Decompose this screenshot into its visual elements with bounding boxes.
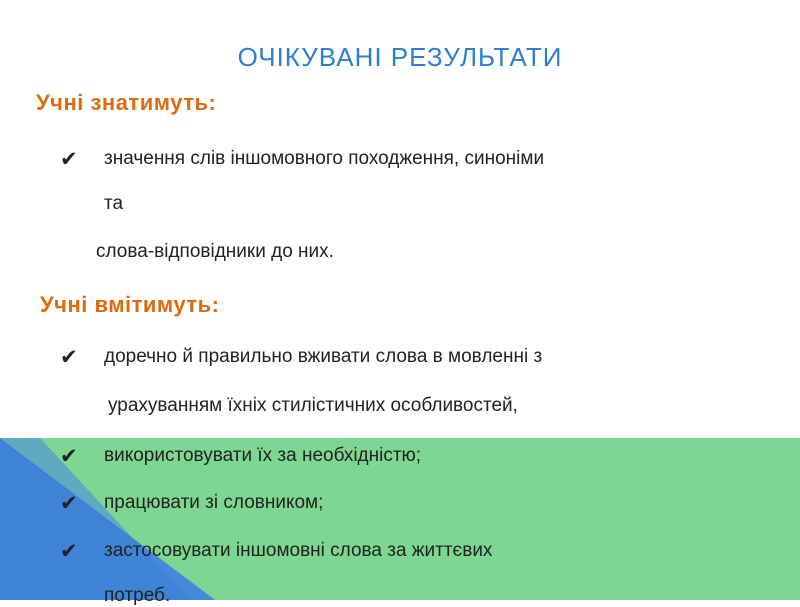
able-item-2: використовувати їх за необхідністю; xyxy=(104,445,422,466)
know-item-line2: та xyxy=(104,193,124,214)
know-item-line1: значення слів іншомовного походження, синоніми xyxy=(104,148,545,169)
heading-students-will-know: Учні знатимуть: xyxy=(36,90,217,115)
able-item-1-continued: урахуванням їхніх стилістичних особливостей, xyxy=(108,395,518,416)
checkmark-icon: ✔ xyxy=(60,445,78,468)
able-item-4-continued: потреб. xyxy=(104,585,171,606)
checkmark-icon: ✔ xyxy=(60,492,78,515)
checkmark-icon: ✔ xyxy=(60,346,78,369)
slide-title: ОЧІКУВАНІ РЕЗУЛЬТАТИ xyxy=(237,42,563,72)
able-item-4: застосовувати іншомовні слова за життєвих xyxy=(104,540,493,561)
able-item-3: працювати зі словником; xyxy=(104,492,324,513)
checkmark-icon: ✔ xyxy=(60,148,78,171)
know-item-line3: слова-відповідники до них. xyxy=(96,241,334,262)
heading-students-will-be-able: Учні вмітимуть: xyxy=(40,292,220,317)
checkmark-icon: ✔ xyxy=(60,540,78,563)
able-item-1: доречно й правильно вживати слова в мовленні з xyxy=(104,346,543,367)
